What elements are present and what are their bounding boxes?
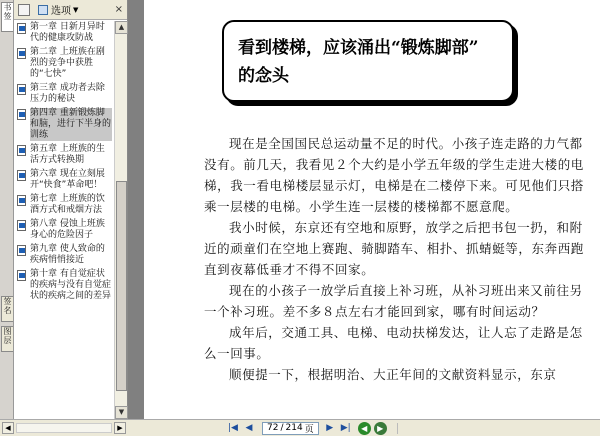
bookmark-item[interactable]	[14, 82, 114, 107]
bookmarks-panel	[14, 0, 128, 419]
bookmark-item[interactable]	[14, 268, 114, 304]
options-label: 选项	[51, 6, 71, 17]
bookmark-item[interactable]	[14, 243, 114, 268]
hscroll-track[interactable]	[16, 423, 112, 433]
bookmark-item[interactable]	[14, 168, 114, 193]
navigation-bar	[0, 419, 600, 436]
bookmark-label: 第九章 使人致命的疾病悄悄接近	[30, 244, 105, 265]
bookmark-page-icon	[16, 270, 28, 282]
page-suffix: 页	[304, 424, 314, 435]
page-separator: /	[280, 423, 284, 433]
bookmark-page-icon	[16, 23, 28, 35]
bookmark-page-icon	[16, 170, 28, 182]
go-back-icon[interactable]: ◀	[358, 422, 371, 435]
total-pages: 214	[285, 423, 303, 433]
bookmark-label: 第五章 上班族的生活方式转换期	[30, 144, 105, 165]
page-navigation	[226, 422, 457, 435]
bookmark-page-icon	[16, 84, 28, 96]
previous-page-icon[interactable]: ◀	[245, 422, 253, 433]
bookmark-label: 第十章 有自觉症状的疾病与没有自觉症状的疾病之间的差异	[30, 269, 112, 301]
bookmark-item[interactable]	[14, 143, 114, 168]
close-panel-icon[interactable]: ×	[114, 4, 123, 15]
bookmark-page-icon	[16, 48, 28, 60]
first-page-icon[interactable]: |◀	[228, 422, 238, 433]
last-page-icon[interactable]: ▶|	[340, 422, 351, 433]
bookmark-label: 第二章 上班族在剧烈的竞争中获胜的“七快”	[30, 47, 105, 79]
tab-signatures[interactable]	[1, 296, 13, 322]
bookmarks-toolbar	[14, 0, 127, 20]
paragraph: 我小时候，东京还有空地和原野，放学之后把书包一扔，和附近的顽童们在空地上赛跑、骑脚踏车、相扑、抓蜻蜓等，东奔西跑直到夜幕低垂才不得不回家。	[204, 220, 584, 277]
bookmark-list	[14, 21, 114, 419]
go-forward-icon[interactable]: ▶	[374, 422, 387, 435]
bookmark-page-icon	[16, 109, 28, 121]
bookmark-item[interactable]	[14, 218, 114, 243]
bookmark-label: 第一章 日新月异时代的健康攻防战	[30, 22, 105, 43]
paragraph: 现在是全国国民总运动量不足的时代。小孩子连走路的力气都没有。前几天，我看见２个大约是小学五年级的学生走进大楼的电梯，我一看电梯楼层显示灯，电梯是在二楼停下来。可见他们只搭乘一层楼的电梯。小学生连一层楼的楼梯都不愿意爬。	[204, 136, 584, 214]
paragraph: 现在的小孩子一放学后直接上补习班，从补习班出来又前往另一个补习班。差不多８点左右才能回到家，哪有时间运动？	[204, 283, 583, 319]
options-icon	[38, 5, 48, 15]
new-bookmark-icon[interactable]	[18, 4, 30, 16]
page-number-field[interactable]	[262, 422, 319, 435]
tab-layers[interactable]	[1, 326, 13, 352]
tab-bookmarks[interactable]	[1, 2, 13, 32]
paragraph: 顺便提一下，根据明治、大正年间的文献资料显示，东京	[229, 367, 557, 382]
bookmark-label: 第三章 成功者去除压力的秘诀	[30, 83, 105, 104]
body-text	[204, 133, 592, 385]
bookmark-page-icon	[16, 220, 28, 232]
bookmark-item[interactable]	[14, 46, 114, 82]
bookmark-label: 第八章 侵蚀上班族身心的危险因子	[30, 219, 105, 240]
chevron-down-icon: ▼	[73, 5, 79, 14]
side-tab-strip	[0, 0, 14, 436]
chapter-heading-box	[222, 20, 514, 102]
options-button[interactable]	[34, 2, 82, 18]
tab-layers-label: 图层	[3, 327, 12, 345]
bookmark-item[interactable]	[14, 193, 114, 218]
status-separator	[397, 423, 457, 434]
paragraph: 成年后，交通工具、电梯、电动扶梯发达，让人忘了走路是怎么一回事。	[204, 325, 583, 361]
current-page: 72	[267, 423, 279, 433]
chapter-heading-line-1: 看到楼梯，应该涌出“锻炼脚部”	[238, 38, 479, 58]
bookmark-scrollbar[interactable]	[114, 21, 127, 419]
bookmark-label: 第六章 现在立刻展开“快食”革命吧！	[30, 169, 105, 190]
bookmark-page-icon	[16, 245, 28, 257]
document-page	[144, 0, 600, 419]
scrollbar-thumb[interactable]	[116, 181, 127, 391]
tab-signatures-label: 签名	[3, 297, 12, 315]
bookmark-label: 第四章 重新锻炼脚和脑，进行下半身的训练	[30, 108, 112, 140]
scroll-up-icon[interactable]: ▲	[115, 21, 128, 34]
next-page-icon[interactable]: ▶	[326, 422, 334, 433]
bookmark-label: 第七章 上班族的饮酒方式和戒烟方法	[30, 194, 105, 215]
panel-hscroll[interactable]	[0, 420, 128, 436]
document-viewport[interactable]	[128, 0, 600, 419]
bookmark-page-icon	[16, 145, 28, 157]
tab-bookmarks-label: 书签	[3, 3, 12, 21]
chapter-heading-line-2: 的念头	[238, 66, 289, 86]
bookmark-item[interactable]	[14, 107, 114, 143]
bookmark-item[interactable]	[14, 21, 114, 46]
bookmark-page-icon	[16, 195, 28, 207]
scroll-left-icon[interactable]: ◀	[2, 422, 14, 434]
scroll-right-icon[interactable]: ▶	[114, 422, 126, 434]
scroll-down-icon[interactable]: ▼	[115, 406, 128, 419]
